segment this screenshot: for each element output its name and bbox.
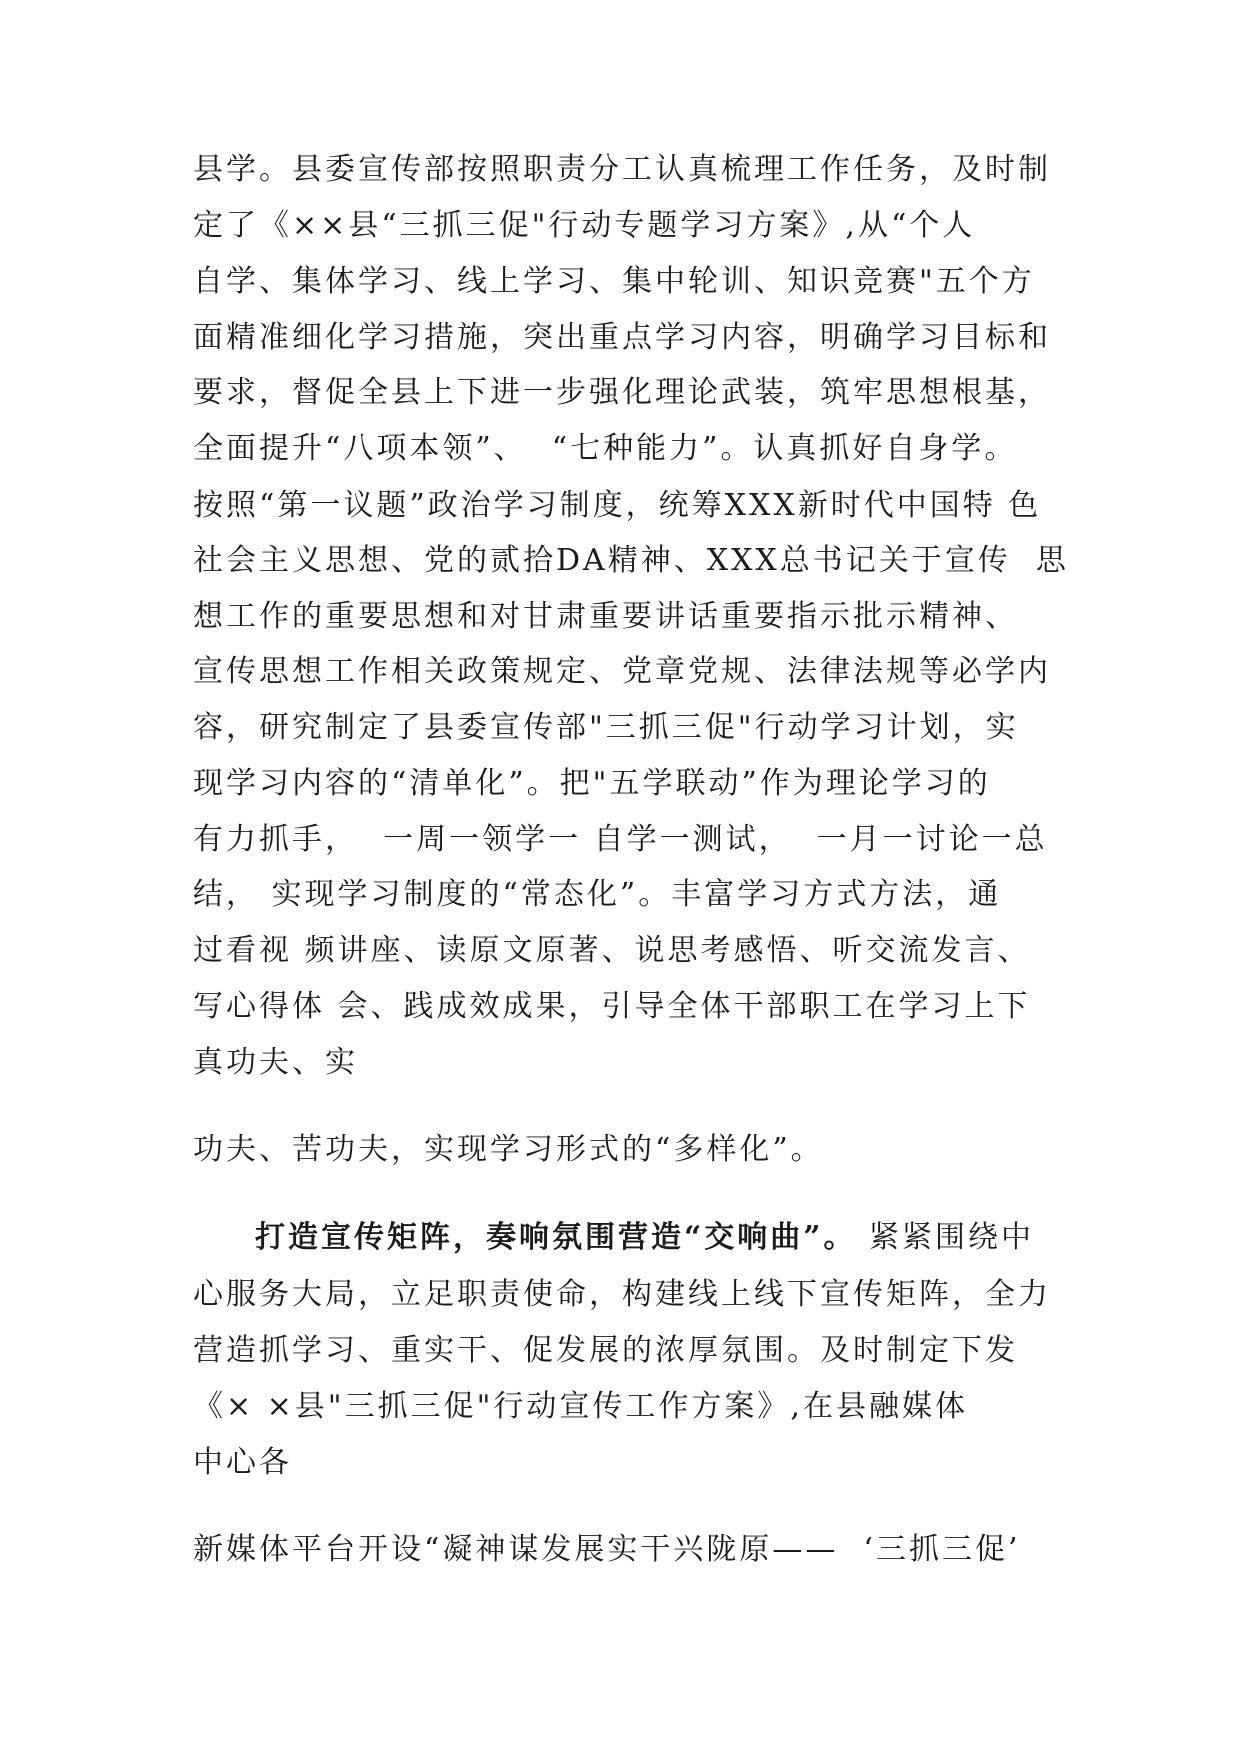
text-line: 营造抓学习、重实干、促发展的浓厚氛围。及时制定下发 [193,1333,1018,1368]
heading-continuation: 紧紧围绕中 [856,1220,1035,1255]
text-line: 面精准细化学习措施，突出重点学习内容，明确学习目标和 [193,320,1051,355]
text-line: 有力抓手， 一周一领学一 自学一测试， 一月一讨论一总 [193,822,1048,857]
text-line: 《× ×县"三抓三促"行动宣传工作方案》,在县融媒体 [193,1389,968,1424]
text-line: 全面提升“八项本领”、 “七种能力”。认真抓好自身学。 [193,431,1018,466]
text-line: 自学、集体学习、线上学习、集中轮训、知识竞赛"五个方 [193,264,1035,299]
text-line: 真功夫、实 [193,1045,358,1080]
text-line: 新媒体平台开设“凝神谋发展实干兴陇原—— ‘三抓三促’ [193,1532,1021,1567]
text-line: 要求，督促全县上下进一步强化理论武装，筑牢思想根基， [193,375,1051,410]
paragraph-heading: 打造宣传矩阵，奏响氛围营造“交响曲”。 [255,1220,857,1255]
text-line: 中心各 [193,1445,292,1480]
paragraph-heading-line [255,1218,1055,1258]
text-line: 宣传思想工作相关政策规定、党章党规、法律法规等必学内 [193,654,1051,689]
text-line: 心服务大局，立足职责使命，构建线上线下宣传矩阵，全力 [193,1277,1051,1312]
text-line: 现学习内容的“清单化”。把"五学联动”作为理论学习的 [193,766,991,801]
text-line: 县学。县委宣传部按照职责分工认真梳理工作任务，及时制 [193,152,1051,187]
text-line: 容，研究制定了县委宣传部"三抓三促"行动学习计划，实 [193,710,1019,745]
text-line: 按照“第一议题”政治学习制度，统筹XXX新时代中国特 色 [193,488,1042,523]
text-line: 定了《××县“三抓三促"行动专题学习方案》,从“个人 [193,208,976,243]
text-line: 社会主义思想、党的贰拾DA精神、XXX总书记关于宣传 思 [193,543,1069,578]
text-line: 过看视 频讲座、读原文原著、说思考感悟、听交流发言、 [193,933,1031,968]
text-line: 写心得体 会、践成效成果，引导全体干部职工在学习上下 [193,989,1031,1024]
text-line: 功夫、苦功夫，实现学习形式的“多样化”。 [193,1132,824,1167]
text-line: 想工作的重要思想和对甘肃重要讲话重要指示批示精神、 [193,599,1018,634]
text-line: 结， 实现学习制度的“常态化”。丰富学习方式方法，通 [193,877,1002,912]
